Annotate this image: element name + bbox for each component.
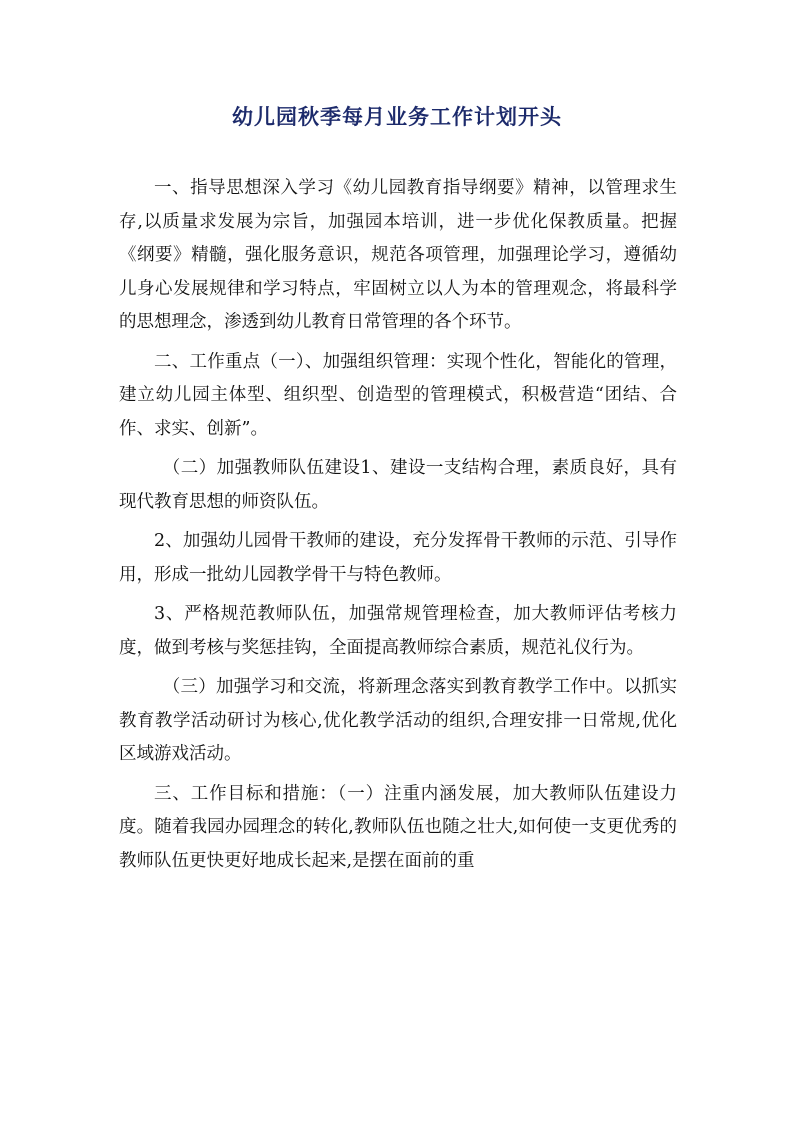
document-body — [119, 172, 677, 884]
paragraph-work-focus: 二、工作重点（一）、加强组织管理：实现个性化，智能化的管理，建立幼儿园主体型、组织型、创造型的管理模式，积极营造“团结、合作、求实、创新”。 — [119, 351, 677, 439]
paragraph-goals-measures: 三、工作目标和措施：（一）注重内涵发展，加大教师队伍建设力度。随着我园办园理念的转化,教师队伍也随之壮大,如何使一支更优秀的教师队伍更快更好地成长起来,是摆在面前的重 — [119, 783, 677, 871]
paragraph-study-exchange: （三）加强学习和交流，将新理念落实到教育教学工作中。以抓实教育教学活动研讨为核心,优化教学活动的组织,合理安排一日常规,优化区域游戏活动。 — [119, 677, 677, 764]
document-title: 幼儿园秋季每月业务工作计划开头 — [232, 104, 562, 129]
paragraph-guiding-ideology: 一、指导思想深入学习《幼儿园教育指导纲要》精神，以管理求生存,以质量求发展为宗旨，加强园本培训，进一步优化保教质量。把握《纲要》精髓，强化服务意识，规范各项管理，加强理论学习，遵循幼儿身心发展规律和学习特点，牢固树立以人为本的管理观念，将最科学的思想理念，渗透到幼儿教育日常管理的各个环节。 — [119, 178, 677, 332]
paragraph-backbone-teachers: 2、加强幼儿园骨干教师的建设，充分发挥骨干教师的示范、引导作用，形成一批幼儿园教学骨干与特色教师。 — [119, 531, 677, 585]
paragraph-standardize-teachers: 3、严格规范教师队伍，加强常规管理检查，加大教师评估考核力度，做到考核与奖惩挂钩，全面提高教师综合素质，规范礼仪行为。 — [119, 604, 677, 658]
paragraph-teacher-team: （二）加强教师队伍建设1、建设一支结构合理，素质良好，具有现代教育思想的师资队伍。 — [119, 458, 677, 512]
